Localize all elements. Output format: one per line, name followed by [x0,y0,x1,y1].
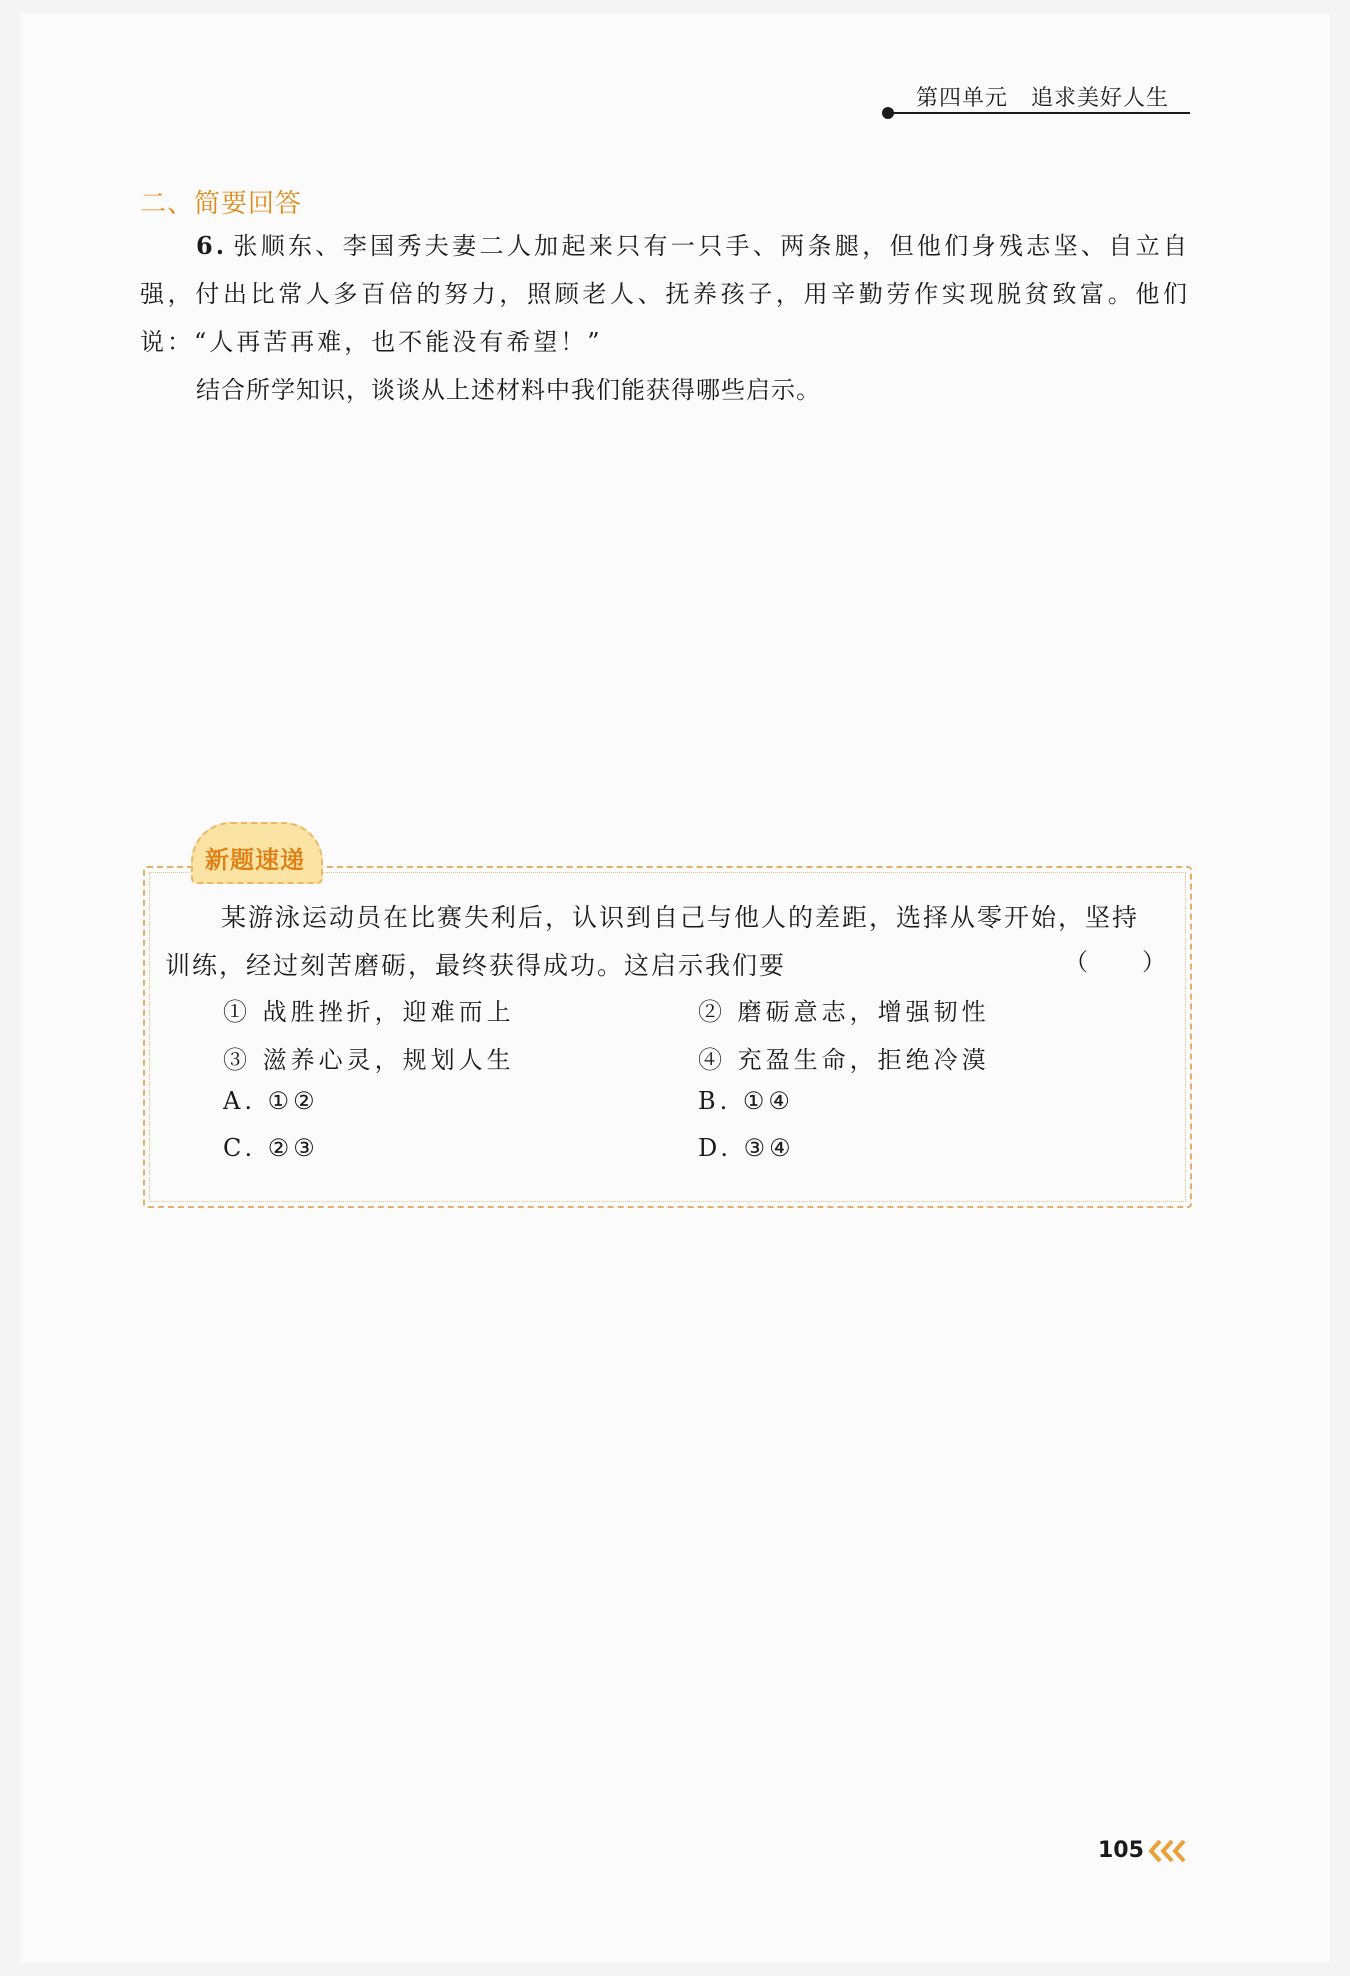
choice-b[interactable]: B. ①④ [698,1087,794,1115]
bullet-dot-icon [882,107,894,119]
page-number: 105 [1098,1838,1144,1863]
tag-label: 新题速递 [205,846,305,874]
statement-2: ② 磨砺意志，增强韧性 [698,998,990,1026]
triple-chevron-left-icon [1148,1838,1188,1864]
choice-a[interactable]: A. ①② [223,1087,319,1115]
unit-title: 第四单元 追求美好人生 [916,86,1170,111]
header-rule [888,112,1190,114]
question-number: 6. [196,231,228,260]
answer-blank[interactable]: （ ） [1064,948,1168,976]
question-6 [140,222,1190,366]
statement-1: ① 战胜挫折，迎难而上 [223,998,515,1026]
statement-3: ③ 滋养心灵，规划人生 [223,1046,515,1074]
question-text: 张顺东、李国秀夫妻二人加起来只有一只手、两条腿，但他们身残志坚、自立自强，付出比常人多百倍的努力，照顾老人、抚养孩子，用辛勤劳作实现脱贫致富。他们说：“人再苦再难，也不能没有希望！” [140,232,1190,356]
statement-4: ④ 充盈生命，拒绝冷漠 [698,1046,990,1074]
choice-c[interactable]: C. ②③ [223,1134,319,1162]
section-title: 二、简要回答 [140,189,303,219]
question-stem: 某游泳运动员在比赛失利后，认识到自己与他人的差距，选择从零开始，坚持训练，经过刻苦磨砺，最终获得成功。这启示我们要 [165,903,1140,980]
new-question-tag [191,822,319,880]
question-prompt: 结合所学知识，谈谈从上述材料中我们能获得哪些启示。 [196,376,821,404]
choice-d[interactable]: D. ③④ [698,1134,795,1162]
running-header [878,84,1190,120]
new-question-box [143,846,1192,1208]
